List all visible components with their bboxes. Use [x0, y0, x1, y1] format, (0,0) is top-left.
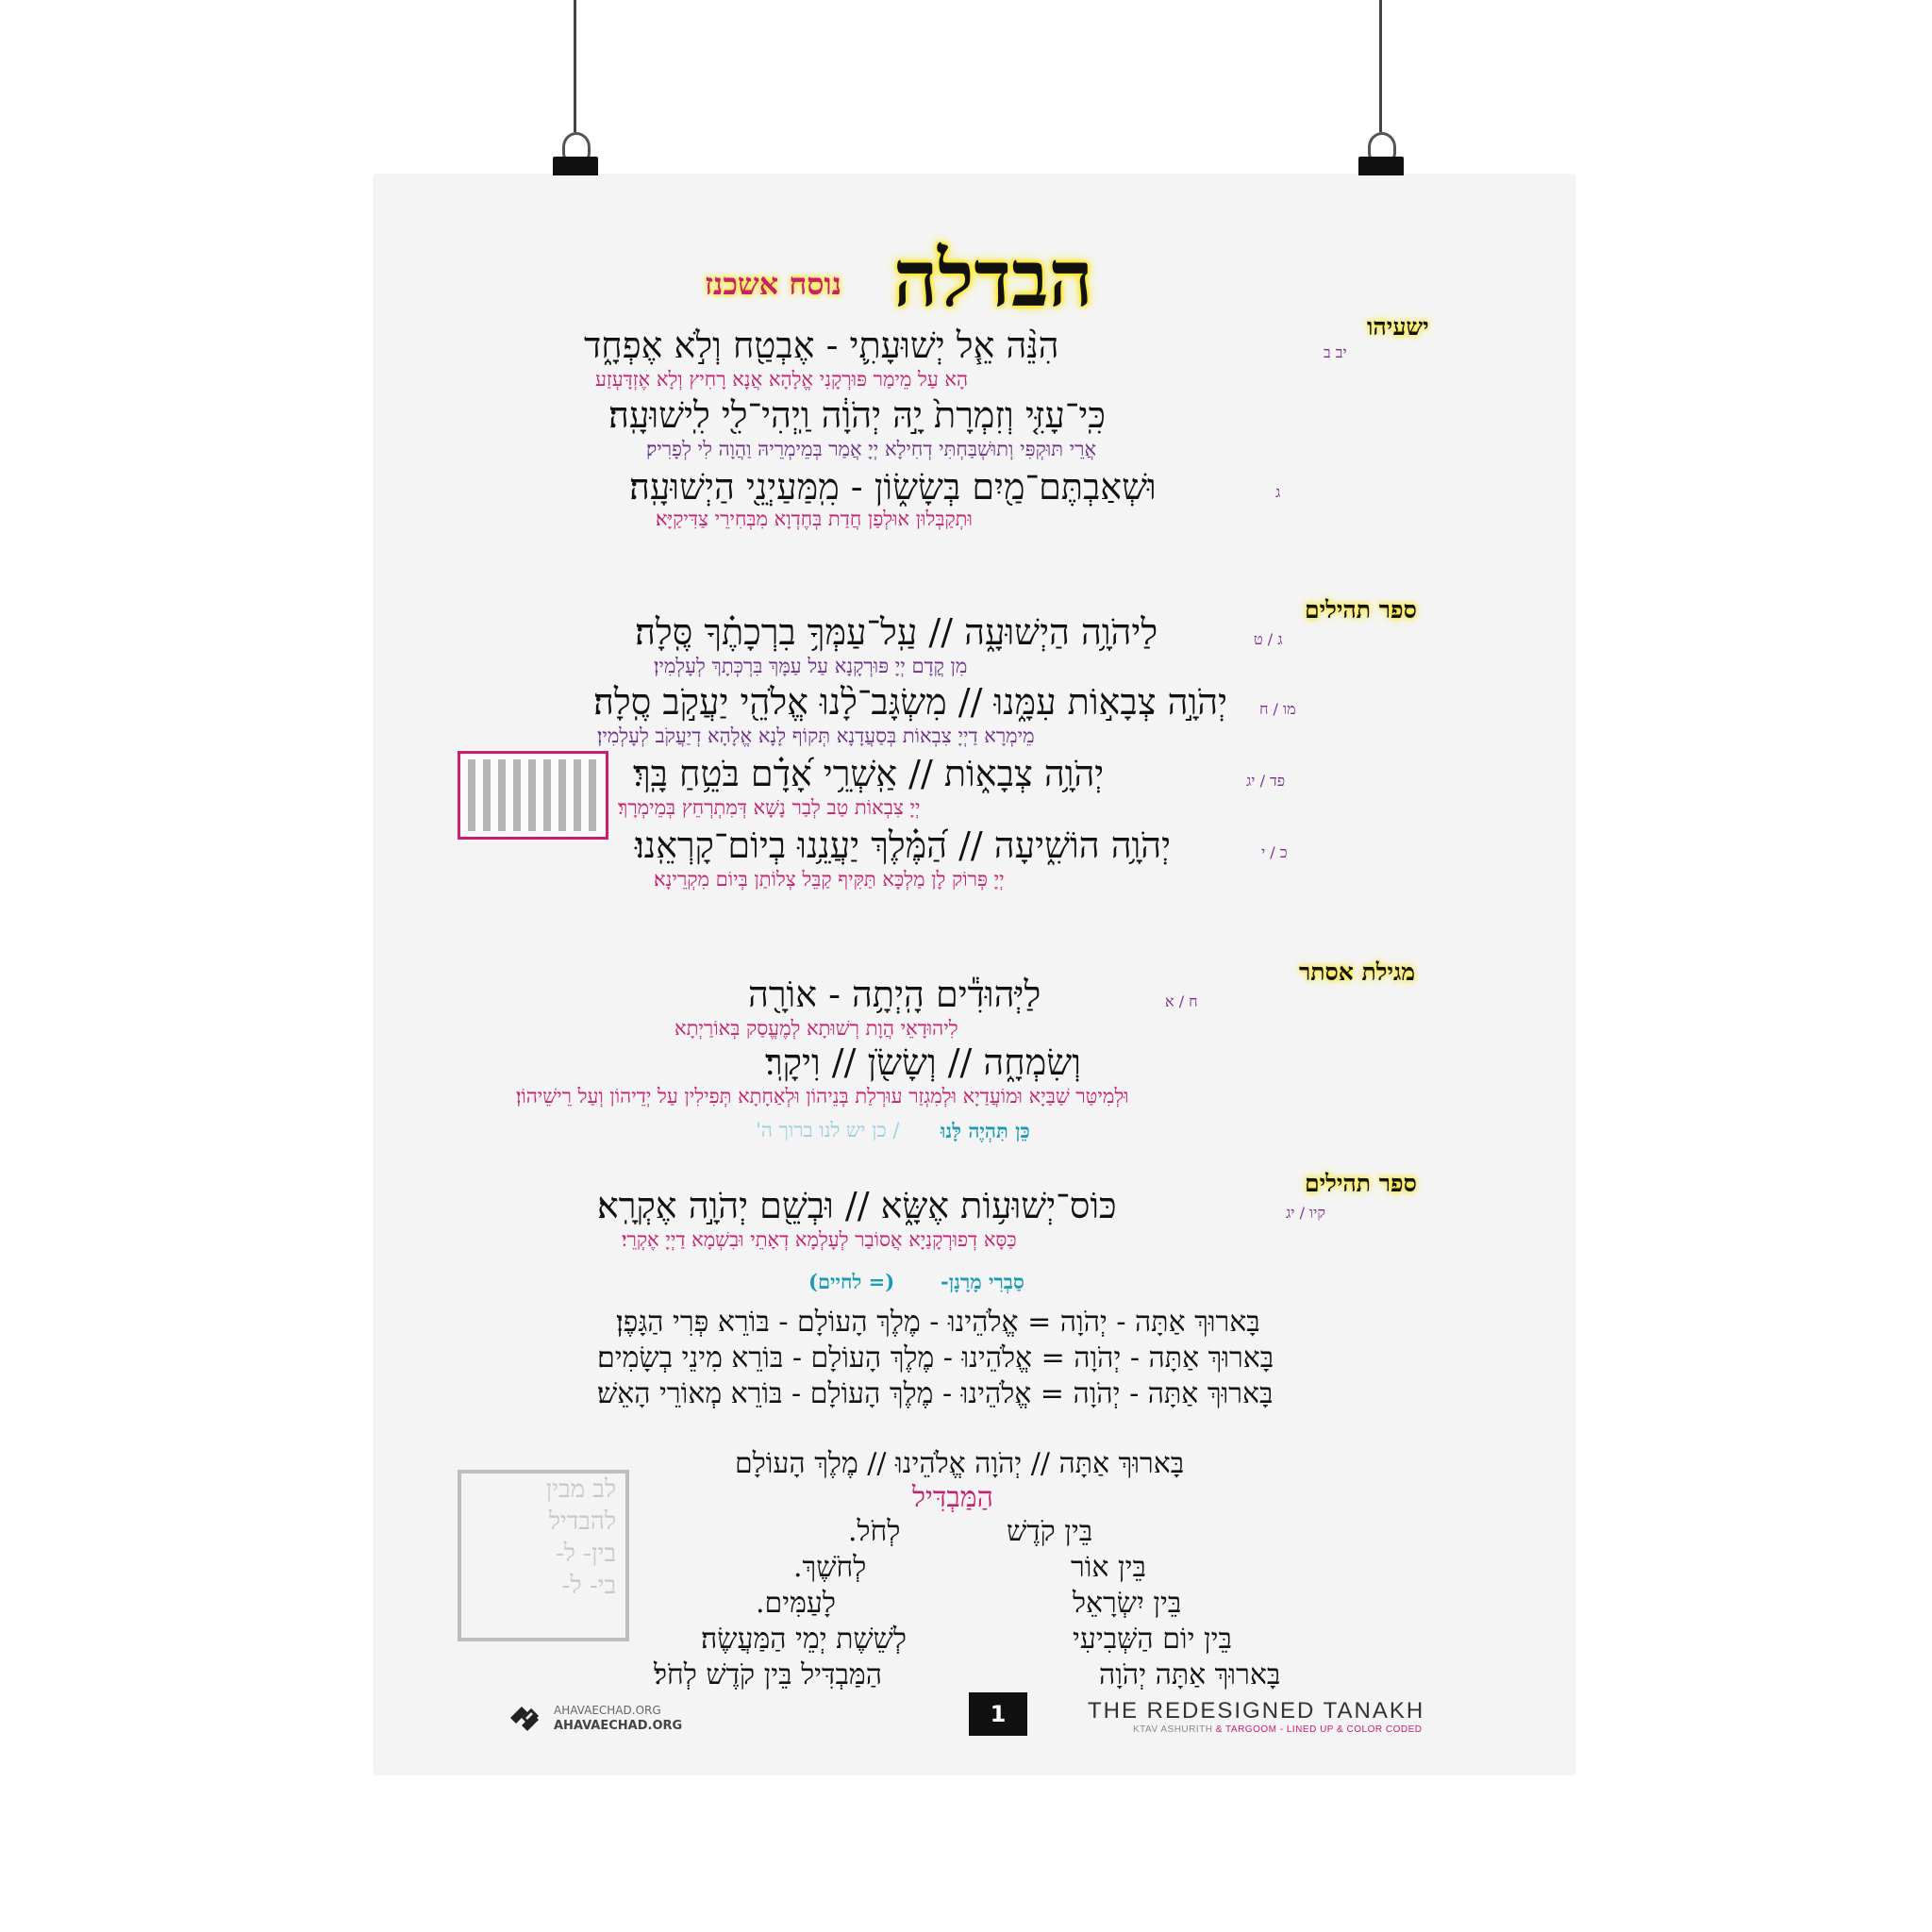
verse-line: לַיְּהוּדִ֕ים הָֽיְתָ֥ה - אוֹרָ֖ה [748, 974, 1041, 1015]
targum-line: יְיָ צִבְאוֹת טַב לְבַר נָשָׁא דְּמִתְרְחֵץ בְּמֵימְרָךְ׃ [618, 796, 921, 819]
distinction-right: בָּארוּךְ אַתָּה יְהֹוָה [1099, 1658, 1281, 1691]
brand-subtitle-a: KTAV ASHURITH [1133, 1724, 1213, 1735]
verse-ref: פד / יג [1246, 772, 1286, 790]
poster-title: הבדלה [893, 234, 1093, 325]
brand-subtitle-b: & TARGOOM - LINED UP & COLOR CODED [1215, 1724, 1423, 1735]
blessing-wine: בָּארוּךְ אַתָּה - יְהֹוָה = אֱלֹהֵינוּ - מֶלֶךְ הָעוֹלָם - בּוֹרֵא פְּרִי הַגָּפֶן׃ [616, 1306, 1260, 1339]
targum-line: מִן קֳדָם יְיָ פּוּרְקָנָא עַל עַמָּךְ בִּרְכְּתָךְ לְעָלְמִין׃ [654, 655, 968, 677]
distinction-right: בֵּין יוֹם הַשְּׁבִיעִי [1073, 1623, 1232, 1656]
mnemonic-line: להבדיל [548, 1507, 616, 1536]
blessing-spices: בָּארוּךְ אַתָּה - יְהֹוָה = אֱלֹהֵינוּ - מֶלֶךְ הָעוֹלָם - בּוֹרֵא מִינֵי בְשָׂמִים׃ [597, 1341, 1274, 1374]
brand-subtitle [1133, 1724, 1422, 1735]
poster [375, 175, 1574, 1774]
distinction-left: לְחֹשֶׁךְ. [793, 1551, 867, 1584]
page-number: 1 [969, 1692, 1027, 1736]
savri-response: (לחיים =) [808, 1270, 895, 1293]
response-line-alt: / כן יש לנו ברוך ה' [756, 1119, 900, 1141]
distinction-left: לְשֵׁשֶׁת יְמֵי הַמַּעֲשֶׂה׃ [701, 1623, 907, 1656]
distinction-left: לְחֹל. [848, 1515, 901, 1548]
ahavaechad-logo-icon [507, 1702, 544, 1734]
book-heading-psalms: ספר תהילים [1305, 596, 1417, 624]
havdalah-opening: בָּארוּךְ אַתָּה // יְהֹוָה אֱלֹהֵינוּ // מֶלֶךְ הָעוֹלָם [735, 1447, 1185, 1480]
mnemonic-box [458, 1470, 629, 1641]
footer-site-faded: AHAVAECHAD.ORG [554, 1704, 661, 1717]
verse-line: הִנֵּ֨ה אֵ֧ל יְשׁוּעָתִ֛י - אֶבְטַ֖ח וְלֹ֣א אֶפְחָ֑ד [584, 325, 1059, 366]
verse-line: יְהֹוָ֣ה צְבָא֣וֹת עִמָּ֑נוּ // מִשְׂגָּב־לָ֨נוּ אֱלֹהֵ֖י יַעֲקֹ֣ב סֶֽלָה׃ [593, 681, 1228, 723]
distinction-right: בֵּין יִשְׂרָאֵל [1073, 1587, 1182, 1620]
footer-site: AHAVAECHAD.ORG [554, 1719, 683, 1733]
book-heading-esther: מגילת אסתר [1299, 958, 1416, 986]
verse-line: יְהֹוָ֥ה צְבָא֑וֹת // אַֽשְׁרֵ֥י אָ֝דָ֗ם בֹּטֵ֥חַ בָּֽךְ׃ [633, 753, 1105, 794]
targum-line: אֲרֵי תּוּקְפִּי וְתוּשְׁבַּחְתִּי דְחִילָא יְיָ אֲמַר בְּמֵימְרֵיהּ וַהֲוָה לִי לְפָרִיק׃ [646, 438, 1097, 460]
targum-line: הָא עַל מֵימַר פּוּרְקָנִי אֱלָהָא אֲנָא רָחִיץ וְלָא אֶזְדָּעְזַע [595, 368, 969, 391]
distinction-right: בֵּין קֹדֶשׁ [1007, 1515, 1093, 1548]
mnemonic-line: בין- ל- [556, 1540, 616, 1568]
targum-line: וּלְמִיטַּר שַׁבַּיָא וּמוֹעֲדַיָא וּלְמִגְזַר עוּרְלַת בְּנֵיהוֹן וּלְאַחָתָא תְּפִילִין עַל יְדֵיהוֹן וְעַל רֵישֵׁיהוֹן׃ [516, 1085, 1129, 1108]
targum-line: לִיהוּדָאֵי הֲוָת רְשׁוּתָא לְמֶעֱסַק בְּאוֹרַיְתָא [675, 1017, 958, 1040]
verse-ref: יב ב [1324, 343, 1347, 361]
targum-line: וּתְקַבְּלוּן אוּלְפַן חֲדַת בְּחֶדְוָא מִבְּחִירֵי צַדִּיקַיָּא׃ [656, 508, 973, 530]
verse-line: כּוֹס־יְשׁוּע֥וֹת אֶשָּׂ֑א // וּבְשֵׁ֖ם יְהֹוָ֣ה אֶקְרָֽא׃ [597, 1185, 1117, 1226]
targum-line: יְיָ פְּרוֹק לָן מַלְכָּא תַּקִּיף קַבֵּל צְלוֹתַן בְּיוֹם מִקְרֵינָא׃ [654, 868, 1005, 891]
targum-line: כַּסָּא דְפוּרְקָנַיָא אֲסוֹבַר לְעָלְמָא דְאָתֵי וּבִשְׁמָא דַיְיָ אֶקְרֵי׃ [622, 1228, 1017, 1251]
blessing-fire: בָּארוּךְ אַתָּה - יְהֹוָה = אֱלֹהֵינוּ - מֶלֶךְ הָעוֹלָם - בּוֹרֵא מְאוֹרֵי הָאֵשׁ׃ [597, 1377, 1274, 1410]
mnemonic-line: לב מבין [545, 1475, 616, 1504]
verse-ref: ג [1275, 483, 1281, 501]
alphabet-chart-thumbnail [458, 751, 608, 840]
verse-line: לַיהֹוָ֥ה הַיְשׁוּעָ֑ה // עַֽל־עַמְּךָ֥ בִרְכָתֶ֗ךָ סֶּֽלָה׃ [635, 611, 1158, 653]
distinction-left: לָעַמִּים. [756, 1587, 836, 1620]
distinction-left: הַמַּבְדִּיל בֵּין קֹדֶשׁ לְחֹל׃ [654, 1658, 882, 1691]
savri-maranan: סַבְרִי מָרָנָן- [941, 1270, 1024, 1293]
verse-ref: ח / א [1165, 992, 1198, 1010]
hanging-wire-right [1379, 0, 1382, 132]
verse-ref: ג / ט [1254, 630, 1283, 648]
response-line: כֵּן תִּהְיֶה לָּנוּ [941, 1119, 1030, 1142]
targum-line: מֵימְרָא דַיְיָ צִבְאוֹת בְּסַעֲדָנָא תְּקוֹף לָנָא אֱלָהָא דְיַעֲקֹב לְעָלְמִין׃ [597, 724, 1035, 747]
verse-ref: קיו / יג [1286, 1204, 1325, 1222]
havdalah-hamavdil: הַמַּבְדִּיל [912, 1481, 993, 1514]
verse-line: יְהֹוָ֥ה הוֹשִׁ֑יעָה // הַ֝מֶּ֗לֶךְ יַעֲנֵ֥נוּ בְיוֹם־קָרְאֵֽנוּ׃ [635, 824, 1172, 866]
hanging-wire-left [574, 0, 576, 132]
verse-ref: כ / י [1261, 843, 1288, 861]
verse-line: וְשִׂמְחָ֑ה // וְשָׂשֹׂ֖ן // וִיקָֽר׃ [765, 1041, 1081, 1083]
book-heading-psalms: ספר תהילים [1305, 1170, 1417, 1197]
book-heading-isaiah: ישעיהו [1367, 313, 1429, 341]
distinction-right: בֵּין אוֹר [1071, 1551, 1146, 1584]
brand-title: THE REDESIGNED TANAKH [1088, 1698, 1425, 1724]
verse-ref: מו / ח [1259, 700, 1296, 718]
poster-subtitle: נוסח אשכנז [705, 266, 842, 302]
mnemonic-line: בי- ל- [561, 1572, 616, 1600]
verse-line: וּשְׁאַבְתֶּם־מַ֖יִם בְּשָׂשׂ֑וֹן - מִֽמַּעַיְנֵ֖י הַיְשׁוּעָֽה׃ [629, 466, 1157, 508]
verse-line: כִּֽי־עָזִּ֤י וְזִמְרָת֙ יָ֣הּ יְהֹוָ֔ה וַֽיְהִי־לִ֖י לִֽישׁוּעָֽה׃ [608, 394, 1106, 436]
